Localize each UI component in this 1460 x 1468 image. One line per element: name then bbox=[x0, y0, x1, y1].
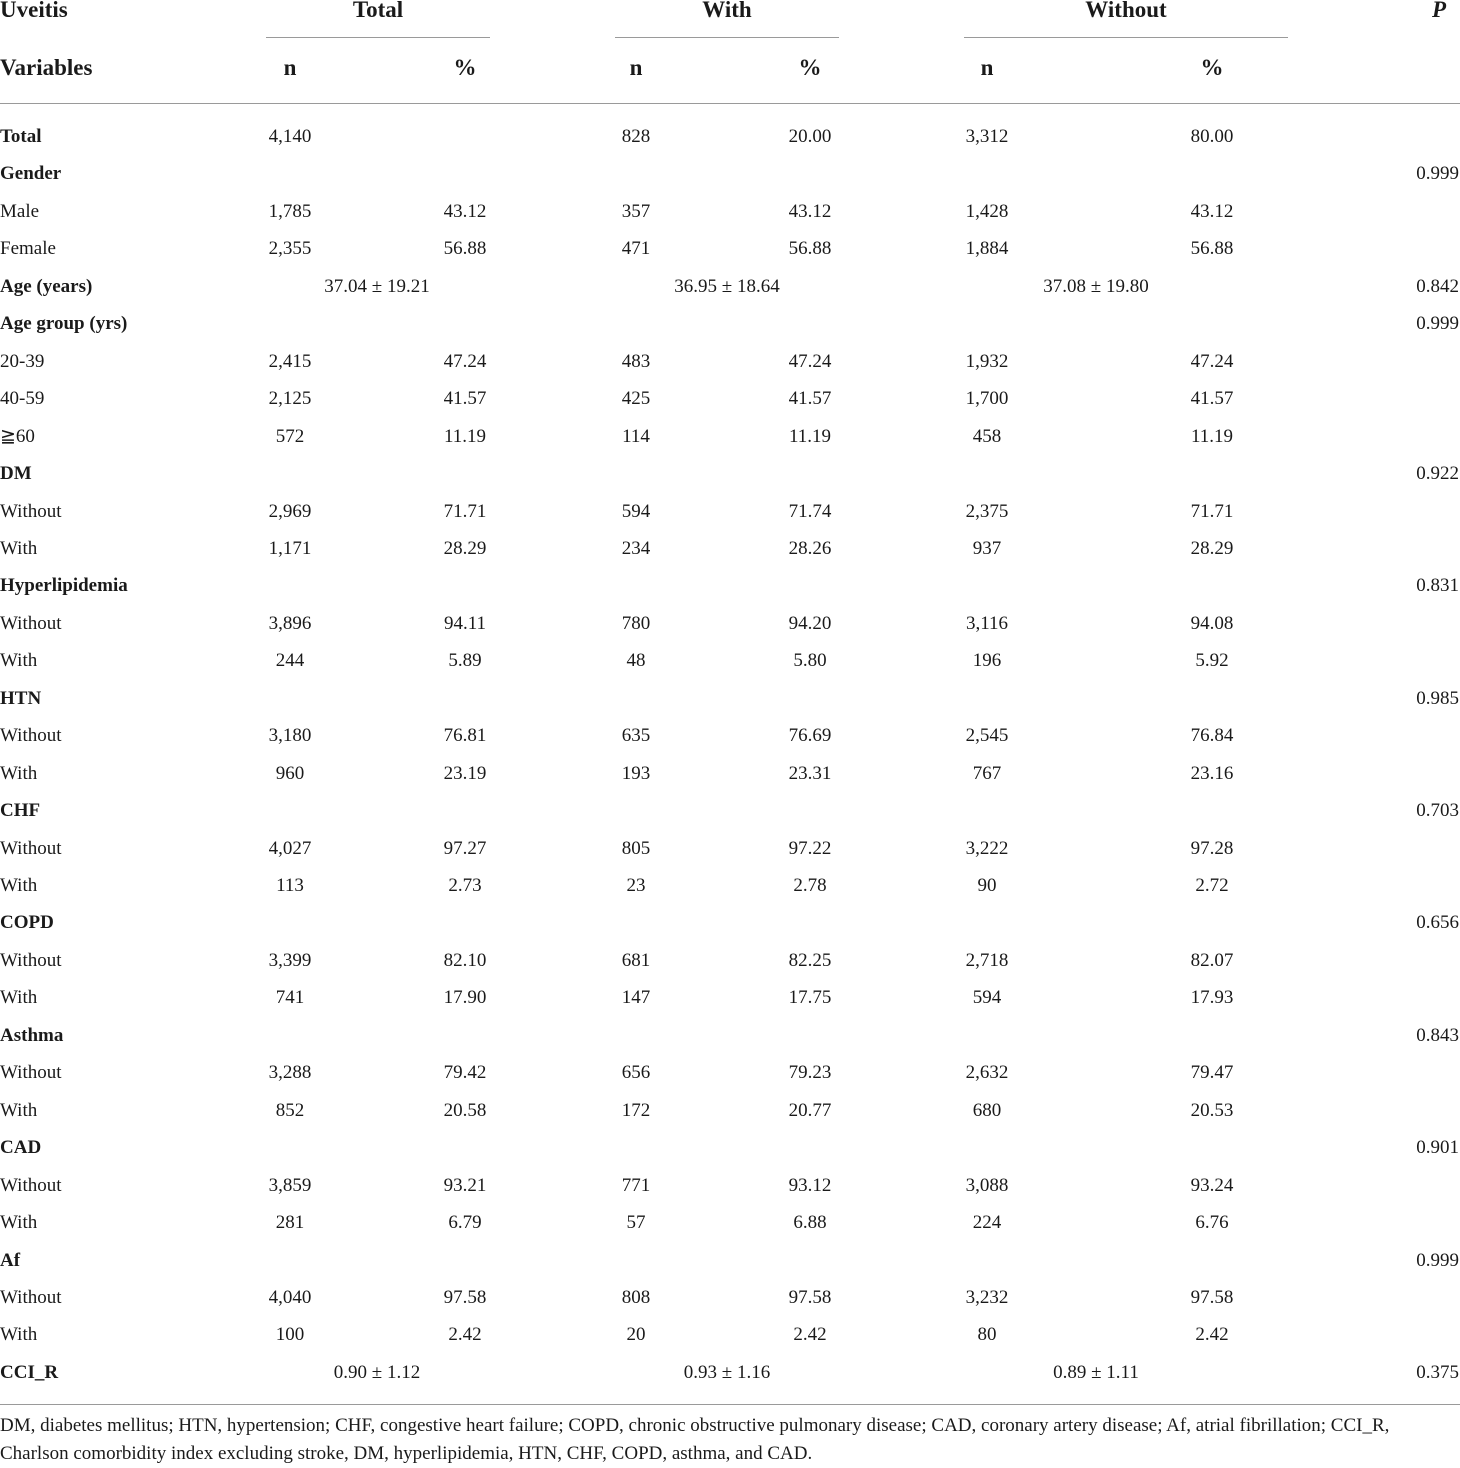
without-group-underline bbox=[964, 37, 1288, 38]
header-p-value: P bbox=[1431, 0, 1446, 22]
cell-n3: 2,545 bbox=[965, 725, 1009, 747]
cell-n1: 100 bbox=[275, 1324, 305, 1346]
row-heading: Af bbox=[0, 1249, 21, 1271]
cell-p1: 17.90 bbox=[443, 987, 487, 1009]
cell-n2: 483 bbox=[621, 350, 651, 372]
cell-n3: 90 bbox=[977, 875, 997, 896]
cell-p1: 56.88 bbox=[443, 238, 487, 260]
row-label: With bbox=[0, 762, 38, 784]
cell-n2: 471 bbox=[621, 238, 651, 260]
cell-p-value: 0.999 bbox=[1416, 1249, 1459, 1271]
table-row bbox=[0, 230, 1460, 267]
row-heading: Asthma bbox=[0, 1024, 64, 1046]
row-heading: CHF bbox=[0, 800, 41, 822]
cell-p3: 20.53 bbox=[1190, 1099, 1234, 1121]
cell-p1: 76.81 bbox=[443, 725, 487, 747]
row-label: Without bbox=[0, 837, 62, 859]
header-total-pct: % bbox=[453, 55, 477, 80]
cell-p1: 71.71 bbox=[443, 500, 487, 522]
row-label: With bbox=[0, 1324, 38, 1346]
table-row bbox=[0, 642, 1460, 679]
cell-p1: 20.58 bbox=[443, 1099, 487, 1121]
cell-n1: 852 bbox=[275, 1099, 305, 1121]
cell-n2: 20 bbox=[626, 1324, 646, 1346]
cell-p3: 71.71 bbox=[1190, 500, 1234, 522]
cell-p2: 2.42 bbox=[793, 1324, 827, 1346]
cell-p-value: 0.842 bbox=[1416, 275, 1459, 297]
cell-n3: 2,632 bbox=[965, 1062, 1009, 1084]
table-row bbox=[0, 979, 1460, 1016]
cell-n1: 1,785 bbox=[268, 200, 312, 222]
cell-p1: 2.73 bbox=[448, 875, 482, 896]
row-heading: Age group (yrs) bbox=[0, 313, 128, 335]
row-heading: Total bbox=[0, 126, 42, 147]
header-uveitis: Uveitis bbox=[0, 0, 68, 22]
table-row bbox=[0, 1204, 1460, 1241]
cell-n1: 2,355 bbox=[268, 238, 312, 260]
cell-p2: 11.19 bbox=[788, 425, 832, 447]
cell-n3: 1,700 bbox=[965, 388, 1009, 410]
table-row bbox=[0, 380, 1460, 417]
table-row bbox=[0, 305, 1460, 342]
row-label: Without bbox=[0, 949, 62, 971]
header-without-n: n bbox=[980, 55, 994, 80]
cell-p-value: 0.999 bbox=[1416, 313, 1459, 335]
cell-p3: 80.00 bbox=[1190, 126, 1234, 147]
cell-n2: 234 bbox=[621, 537, 651, 559]
cell-n3: 937 bbox=[972, 537, 1002, 559]
cell-p1: 43.12 bbox=[443, 200, 487, 222]
cell-p3: 82.07 bbox=[1190, 949, 1234, 971]
table-row bbox=[0, 605, 1460, 642]
table-row bbox=[0, 418, 1460, 455]
table-row bbox=[0, 1092, 1460, 1129]
row-heading: COPD bbox=[0, 912, 54, 934]
table-row bbox=[0, 343, 1460, 380]
cell-p-value: 0.703 bbox=[1416, 800, 1459, 822]
row-label: Without bbox=[0, 500, 62, 522]
row-label: Without bbox=[0, 1174, 62, 1196]
cell-p-value: 0.831 bbox=[1416, 575, 1459, 597]
row-heading: Hyperlipidemia bbox=[0, 575, 128, 597]
cell-p1: 79.42 bbox=[443, 1062, 487, 1084]
table-row bbox=[0, 1242, 1460, 1279]
cell-p2: 93.12 bbox=[788, 1174, 832, 1196]
cell-n2: 23 bbox=[626, 875, 646, 896]
cell-n3: 3,088 bbox=[965, 1174, 1009, 1196]
row-label: Without bbox=[0, 612, 62, 634]
table-row bbox=[0, 792, 1460, 829]
table-row bbox=[0, 680, 1460, 717]
header-total: Total bbox=[352, 0, 404, 22]
cell-n3: 3,222 bbox=[965, 837, 1009, 859]
cell-p2: 79.23 bbox=[788, 1062, 832, 1084]
row-label: Without bbox=[0, 725, 62, 747]
cell-p1: 97.58 bbox=[443, 1286, 487, 1308]
table-row bbox=[0, 118, 1460, 155]
cell-p2: 23.31 bbox=[788, 762, 832, 784]
cell-n1: 3,288 bbox=[268, 1062, 312, 1084]
cell-p2: 76.69 bbox=[788, 725, 832, 747]
cell-m3: 0.89 ± 1.11 bbox=[1053, 1361, 1139, 1383]
cell-p2: 56.88 bbox=[788, 238, 832, 260]
cell-n2: 808 bbox=[621, 1286, 651, 1308]
table-row bbox=[0, 1017, 1460, 1054]
cell-n3: 594 bbox=[972, 987, 1002, 1009]
cell-n2: 635 bbox=[621, 725, 651, 747]
cell-n1: 2,969 bbox=[268, 500, 312, 522]
cell-p-value: 0.375 bbox=[1416, 1361, 1459, 1383]
cell-n1: 572 bbox=[275, 425, 305, 447]
cell-p3: 43.12 bbox=[1190, 200, 1234, 222]
cell-p1: 23.19 bbox=[443, 762, 487, 784]
cell-n3: 196 bbox=[972, 650, 1002, 672]
cell-n2: 594 bbox=[621, 500, 651, 522]
cell-n2: 114 bbox=[622, 425, 650, 447]
table-row bbox=[0, 530, 1460, 567]
header-with-pct: % bbox=[798, 55, 822, 80]
cell-p3: 11.19 bbox=[1190, 425, 1234, 447]
row-label: Without bbox=[0, 1286, 62, 1308]
cell-n3: 3,232 bbox=[965, 1286, 1009, 1308]
cell-p1: 6.79 bbox=[448, 1212, 482, 1234]
row-label: ≧60 bbox=[0, 425, 35, 447]
cell-m3: 37.08 ± 19.80 bbox=[1043, 275, 1149, 297]
table-bottom-rule bbox=[0, 1404, 1460, 1405]
row-label: 40-59 bbox=[0, 388, 45, 410]
cell-n2: 172 bbox=[621, 1099, 651, 1121]
cell-n1: 741 bbox=[275, 987, 305, 1009]
cell-n1: 2,415 bbox=[268, 350, 312, 372]
cell-p2: 20.77 bbox=[788, 1099, 832, 1121]
row-heading: CAD bbox=[0, 1137, 42, 1159]
cell-p3: 28.29 bbox=[1190, 537, 1234, 559]
cell-p3: 47.24 bbox=[1190, 350, 1234, 372]
row-label: Male bbox=[0, 200, 40, 222]
cell-p2: 97.58 bbox=[788, 1286, 832, 1308]
header-without-pct: % bbox=[1200, 55, 1224, 80]
cell-p3: 23.16 bbox=[1190, 762, 1234, 784]
cell-n3: 1,932 bbox=[965, 350, 1009, 372]
table-row bbox=[0, 268, 1460, 305]
cell-n1: 4,027 bbox=[268, 837, 312, 859]
table-row bbox=[0, 1316, 1460, 1353]
header-with-n: n bbox=[629, 55, 643, 80]
cell-n1: 3,180 bbox=[268, 725, 312, 747]
cell-n3: 3,116 bbox=[965, 612, 1009, 634]
cell-p2: 2.78 bbox=[793, 875, 827, 896]
cell-n1: 4,140 bbox=[268, 126, 312, 147]
cell-p2: 28.26 bbox=[788, 537, 832, 559]
cell-n3: 1,428 bbox=[965, 200, 1009, 222]
cell-p3: 2.42 bbox=[1195, 1324, 1229, 1346]
row-heading: Age (years) bbox=[0, 275, 93, 297]
cell-p-value: 0.843 bbox=[1416, 1024, 1459, 1046]
row-label: Female bbox=[0, 238, 56, 260]
cell-p3: 2.72 bbox=[1195, 875, 1229, 896]
cell-p2: 43.12 bbox=[788, 200, 832, 222]
cell-n3: 1,884 bbox=[965, 238, 1009, 260]
cell-p3: 97.58 bbox=[1190, 1286, 1234, 1308]
cell-m1: 37.04 ± 19.21 bbox=[324, 275, 430, 297]
table-footnote: DM, diabetes mellitus; HTN, hypertension; CHF, congestive heart failure; COPD, chronic obstructive pulmonary disease; CAD, coronary artery disease; Af, atrial fibrillation; CCI_R, Charlson comorbidity index excluding stroke, DM, hyperlipidemia, HTN, CHF, COPD, asthma, and CAD. bbox=[0, 1415, 1390, 1464]
cell-p2: 94.20 bbox=[788, 612, 832, 634]
cell-n1: 3,859 bbox=[268, 1174, 312, 1196]
cell-p1: 47.24 bbox=[443, 350, 487, 372]
cell-p2: 5.80 bbox=[793, 650, 827, 672]
cell-p-value: 0.922 bbox=[1416, 463, 1459, 485]
cell-n1: 4,040 bbox=[268, 1286, 312, 1308]
cell-n1: 281 bbox=[275, 1212, 305, 1234]
header-with: With bbox=[702, 0, 752, 22]
row-label: With bbox=[0, 537, 38, 559]
cell-p1: 28.29 bbox=[443, 537, 487, 559]
header-without: Without bbox=[1085, 0, 1167, 22]
cell-p1: 82.10 bbox=[443, 949, 487, 971]
cell-p-value: 0.656 bbox=[1416, 912, 1459, 934]
table-row bbox=[0, 1279, 1460, 1316]
cell-n1: 1,171 bbox=[268, 537, 312, 559]
cell-n2: 805 bbox=[621, 837, 651, 859]
table-row bbox=[0, 830, 1460, 867]
cell-p-value: 0.985 bbox=[1416, 687, 1459, 709]
cell-p-value: 0.901 bbox=[1416, 1137, 1459, 1159]
table-row bbox=[0, 867, 1460, 904]
cell-p3: 41.57 bbox=[1190, 388, 1234, 410]
cell-n3: 80 bbox=[977, 1324, 997, 1346]
cell-n2: 57 bbox=[626, 1212, 646, 1234]
table-row bbox=[0, 567, 1460, 604]
cell-n3: 224 bbox=[972, 1212, 1002, 1234]
table-row bbox=[0, 1354, 1460, 1391]
row-heading: CCI_R bbox=[0, 1361, 59, 1383]
cell-p1: 41.57 bbox=[443, 388, 487, 410]
cell-p2: 41.57 bbox=[788, 388, 832, 410]
table-row bbox=[0, 1129, 1460, 1166]
row-heading: HTN bbox=[0, 687, 42, 709]
cell-p1: 11.19 bbox=[443, 425, 487, 447]
cell-n2: 681 bbox=[621, 949, 651, 971]
cell-m2: 36.95 ± 18.64 bbox=[674, 275, 780, 297]
cell-p1: 2.42 bbox=[448, 1324, 482, 1346]
header-variables: Variables bbox=[0, 55, 93, 80]
cell-n2: 425 bbox=[621, 388, 651, 410]
table-row bbox=[0, 755, 1460, 792]
table-row bbox=[0, 717, 1460, 754]
cell-n3: 458 bbox=[972, 425, 1002, 447]
total-group-underline bbox=[266, 37, 490, 38]
cell-n1: 3,896 bbox=[268, 612, 312, 634]
table-row bbox=[0, 904, 1460, 941]
cell-p3: 93.24 bbox=[1190, 1174, 1234, 1196]
cell-n3: 3,312 bbox=[965, 126, 1009, 147]
table-row bbox=[0, 193, 1460, 230]
cell-n3: 680 bbox=[972, 1099, 1002, 1121]
cell-m1: 0.90 ± 1.12 bbox=[333, 1361, 421, 1383]
cell-p3: 76.84 bbox=[1190, 725, 1234, 747]
cell-n2: 771 bbox=[621, 1174, 651, 1196]
cell-p1: 94.11 bbox=[443, 612, 487, 634]
cell-n2: 193 bbox=[621, 762, 651, 784]
cell-p3: 56.88 bbox=[1190, 238, 1234, 260]
cell-n1: 2,125 bbox=[268, 388, 312, 410]
cell-n1: 3,399 bbox=[268, 949, 312, 971]
cell-p3: 79.47 bbox=[1190, 1062, 1234, 1084]
header-total-n: n bbox=[283, 55, 297, 80]
row-label: With bbox=[0, 1099, 38, 1121]
cell-p2: 71.74 bbox=[788, 500, 832, 522]
table-row bbox=[0, 155, 1460, 192]
cell-n1: 113 bbox=[276, 875, 304, 896]
cell-n2: 656 bbox=[621, 1062, 651, 1084]
cell-p-value: 0.999 bbox=[1416, 163, 1459, 185]
cell-p2: 82.25 bbox=[788, 949, 832, 971]
row-heading: Gender bbox=[0, 163, 62, 185]
row-label: Without bbox=[0, 1062, 62, 1084]
cell-m2: 0.93 ± 1.16 bbox=[683, 1361, 771, 1383]
cell-p3: 94.08 bbox=[1190, 612, 1234, 634]
with-group-underline bbox=[615, 37, 839, 38]
row-label: With bbox=[0, 987, 38, 1009]
cell-p1: 5.89 bbox=[448, 650, 482, 672]
cell-p2: 20.00 bbox=[788, 126, 832, 147]
cell-p2: 6.88 bbox=[793, 1212, 827, 1234]
cell-p3: 6.76 bbox=[1195, 1212, 1229, 1234]
row-heading: DM bbox=[0, 463, 32, 485]
cell-p1: 93.21 bbox=[443, 1174, 487, 1196]
header-bottom-rule bbox=[0, 103, 1460, 104]
cell-p1: 97.27 bbox=[443, 837, 487, 859]
table-row bbox=[0, 493, 1460, 530]
cell-p3: 5.92 bbox=[1195, 650, 1229, 672]
cell-n2: 828 bbox=[621, 126, 651, 147]
cell-p2: 47.24 bbox=[788, 350, 832, 372]
cell-p2: 17.75 bbox=[788, 987, 832, 1009]
cell-n2: 147 bbox=[621, 987, 651, 1009]
cell-p3: 97.28 bbox=[1190, 837, 1234, 859]
cell-n2: 48 bbox=[626, 650, 646, 672]
row-label: 20-39 bbox=[0, 350, 45, 372]
cell-p3: 17.93 bbox=[1190, 987, 1234, 1009]
row-label: With bbox=[0, 650, 38, 672]
cell-n3: 2,718 bbox=[965, 949, 1009, 971]
table-row bbox=[0, 1054, 1460, 1091]
cell-n1: 244 bbox=[275, 650, 305, 672]
table-row bbox=[0, 1167, 1460, 1204]
cell-n3: 767 bbox=[972, 762, 1002, 784]
row-label: With bbox=[0, 1212, 38, 1234]
cell-n2: 780 bbox=[621, 612, 651, 634]
cell-n1: 960 bbox=[275, 762, 305, 784]
cell-n2: 357 bbox=[621, 200, 651, 222]
row-label: With bbox=[0, 875, 38, 896]
table-row bbox=[0, 942, 1460, 979]
table-row bbox=[0, 455, 1460, 492]
cell-p2: 97.22 bbox=[788, 837, 832, 859]
cell-n3: 2,375 bbox=[965, 500, 1009, 522]
